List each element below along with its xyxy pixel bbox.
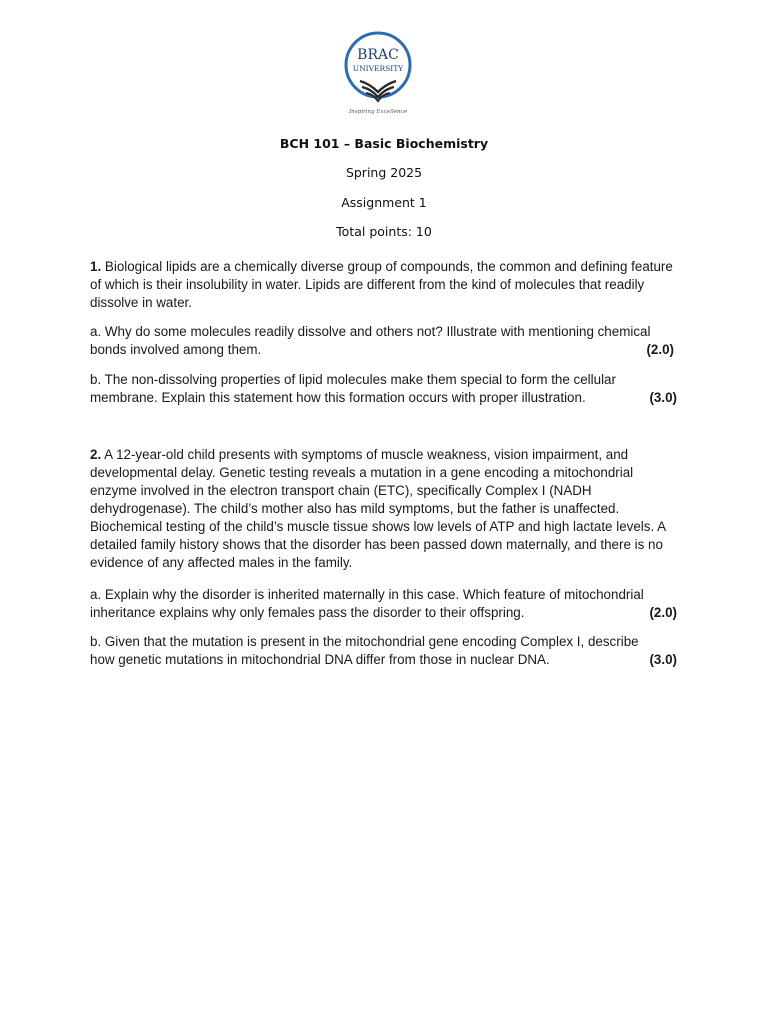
course-title: BCH 101 – Basic Biochemistry — [279, 136, 489, 151]
term: Spring 2025 — [345, 165, 423, 180]
question-1a-points: (2.0) — [646, 342, 674, 357]
question-2a-points: (2.0) — [649, 605, 677, 620]
question-1a-line-1: a. Why do some molecules readily dissolve and others not? Illustrate with mentioning chemical — [90, 324, 651, 339]
question-2a-line-2: inheritance explains why only females pass the disorder to their offspring. — [90, 605, 525, 620]
question-2b-line-1: b. Given that the mutation is present in the mitochondrial gene encoding Complex I, describe — [90, 634, 639, 649]
question-2b — [90, 633, 680, 669]
question-1b-line-2: membrane. Explain this statement how this formation occurs with proper illustration. — [90, 390, 586, 405]
question-1b — [90, 371, 680, 407]
question-1-stem — [90, 258, 680, 312]
question-2a-line-1: a. Explain why the disorder is inherited maternally in this case. Which feature of mitochondrial — [90, 587, 644, 602]
question-1b-points: (3.0) — [649, 390, 677, 405]
question-1a — [90, 323, 680, 359]
question-1-number: 1. — [90, 259, 102, 274]
question-2b-line-2: how genetic mutations in mitochondrial DNA differ from those in nuclear DNA. — [90, 652, 550, 667]
logo-text-brac: BRAC — [357, 47, 399, 63]
question-1b-line-1: b. The non-dissolving properties of lipid molecules make them special to form the cellular — [90, 372, 616, 387]
brac-university-logo — [330, 26, 426, 118]
logo-text-university: UNIVERSITY — [352, 64, 404, 73]
question-1-text: Biological lipids are a chemically diverse group of compounds, the common and defining feature of which is their insolubility in water. Lipids are different from the kind of molecules that readily dissolve in water. — [90, 259, 673, 310]
question-2-number: 2. — [90, 447, 102, 462]
logo-emblem — [330, 26, 426, 118]
question-1a-line-2: bonds involved among them. — [90, 342, 262, 357]
question-2b-points: (3.0) — [649, 652, 677, 667]
logo-tagline: Inspiring Excellence — [348, 109, 408, 115]
question-2-stem — [90, 446, 680, 572]
question-2-text: A 12-year-old child presents with symptoms of muscle weakness, vision impairment, and developmental delay. Genetic testing reveals a mutation in a gene encoding a mitochondrial enzyme involved in the electron transport chain (ETC), specifically Complex I (NADH dehydrogenase). The child’s mother also has mild symptoms, but the father is unaffected. Biochemical testing of the child’s muscle tissue shows low levels of ATP and high lactate levels. A detailed family history shows that the disorder has been passed down maternally, and there is no evidence of any affected males in the family. — [90, 447, 666, 570]
assignment-title: Assignment 1 — [341, 195, 427, 210]
question-2a — [90, 586, 680, 622]
total-points: Total points: 10 — [336, 224, 432, 239]
